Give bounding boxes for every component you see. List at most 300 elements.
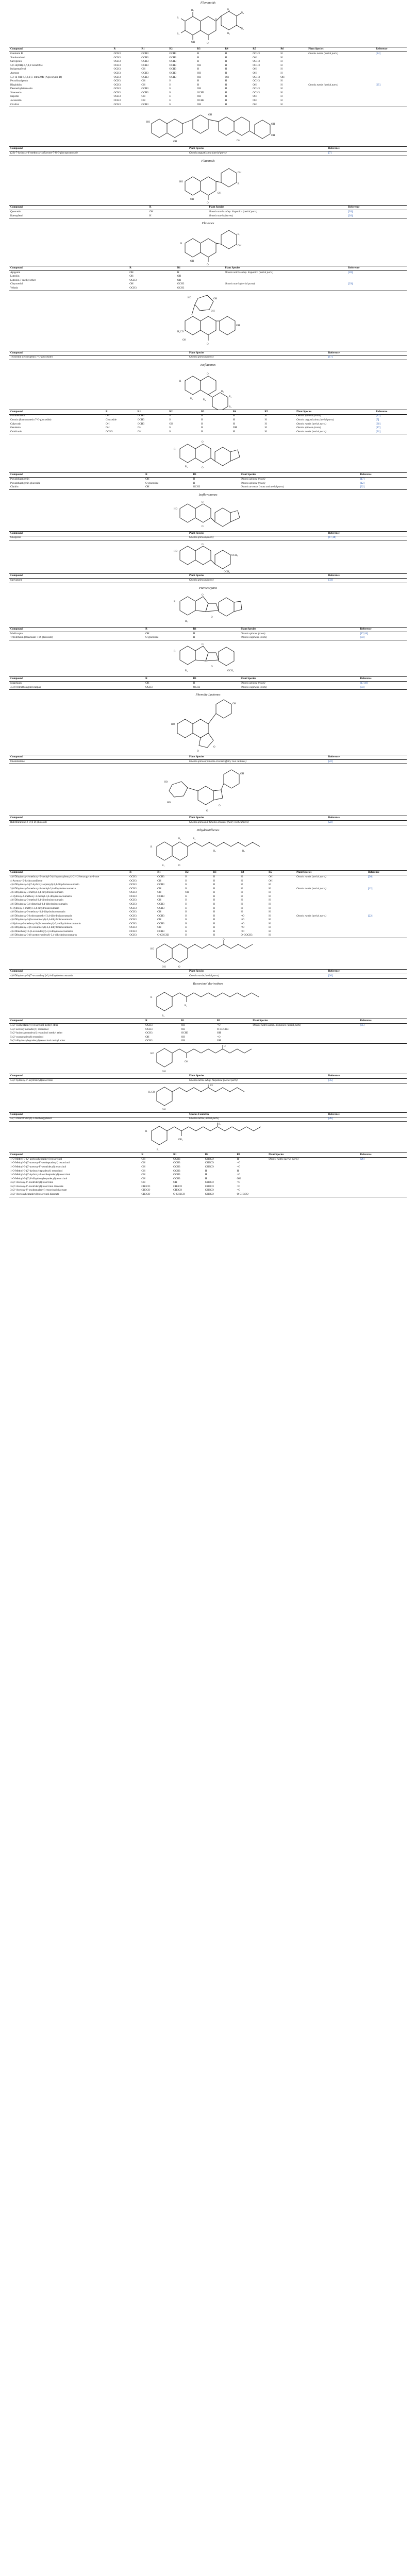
column-header: Plant Species [252,1019,359,1024]
reference-cell [367,934,407,938]
reference-cell [359,1039,407,1043]
substituent-cell: OH [149,210,154,214]
substituent-cell: OH [253,56,257,59]
svg-text:R₁: R₁ [176,33,179,36]
substituent-cell: H [213,922,215,925]
substituent-cell: OCH3 [157,894,164,898]
plant-species-cell [295,930,367,934]
compound-cell: Hispidulin [10,83,22,87]
compound-cell: 4,6-Dihydroxy-3-methoxy-3,4-dihydroisocoumarin [10,910,65,914]
svg-text:O: O [201,544,204,547]
substituent-cell: OCH3 [129,929,137,933]
reference-cell[interactable]: [34] [359,686,407,690]
substituent-cell: H [185,894,187,898]
substituent-cell: OH [269,879,273,883]
plant-species-cell [307,103,375,107]
substituent-cell: O-COCH3 [217,1027,229,1031]
column-header: R [148,206,208,210]
column-header: Compound [9,410,105,414]
reference-cell[interactable]: [22] [368,914,373,918]
plant-species-cell: Ononis natrix (aerial parts) [269,1157,298,1161]
plant-species-cell [224,286,347,291]
substituent-cell: OCH3 [129,883,137,887]
compound-cell: Pseudobaptigenin glucoside [10,481,41,485]
compound-cell: Tectoridin (tectorigenin 7-O-glucoside) [9,355,188,360]
svg-text:R₄: R₄ [213,850,216,853]
substituent-cell: OH [106,426,110,430]
substituent-cell: OCH3 [129,887,137,890]
reference-cell[interactable]: [26] [327,1117,407,1122]
table-row [9,682,407,686]
substituent-cell: O-CH3CO [172,1193,204,1197]
svg-text:O: O [201,467,204,470]
substituent-cell: OH [269,875,273,879]
column-header: R [112,47,140,52]
plant-species-cell: Ononis spinosa (roots) [188,536,327,540]
svg-text:O: O [223,1045,226,1048]
substituent-cell: OCH3 [169,56,176,59]
substituent-cell: H [241,875,243,879]
substituent-cell: H [232,430,264,434]
table-row [9,486,407,490]
compound-cell: Xanthomicrol [10,56,25,59]
section-title: Flavanoids [200,1,216,5]
substituent-cell: H [241,883,243,887]
section-title: Isoflavones [200,363,216,367]
reference-cell [347,279,407,283]
column-header: Compound [9,473,144,478]
substituent-cell: O-glucoside [145,481,159,485]
reference-cell[interactable]: [22] [327,821,407,825]
substituent-cell: H [201,414,203,418]
reference-cell [367,891,407,895]
section-flavanoids [9,0,407,107]
substituent-cell: OH [181,1024,186,1027]
substituent-cell: H [225,91,227,94]
reference-cell[interactable]: [24] [376,52,380,56]
substituent-cell: O-CH3CO [236,1193,268,1197]
compound-cell: 3-(2'-Acetoxy-8'-oxotridecyl) resorcinol [10,1181,54,1184]
substituent-cell: H [197,83,199,87]
substituent-cell: OCH3 [141,60,148,63]
section-isoflavones [9,362,407,434]
plant-species-cell: Ononis natrix (aerial parts) [225,282,255,286]
reference-cell[interactable]: [30] [376,422,380,426]
table-row [9,1117,407,1122]
substituent-cell: =O [217,1024,221,1027]
svg-text:OH: OH [271,123,275,126]
reference-cell[interactable]: [22] [327,759,407,764]
compound-cell: Sativanone [9,579,188,583]
substituent-cell: OH [129,275,134,278]
chlorotridecyl-table [9,1112,407,1122]
svg-text:R₁: R₁ [228,405,231,409]
reference-cell[interactable]: [26] [347,214,407,218]
substituent-cell: CH3CO [205,1184,214,1188]
substituent-cell: H [269,926,271,929]
plant-species-cell [307,91,375,95]
column-header: Compound [9,871,128,875]
plant-species-cell: Ononis natrix (aerial parts) [296,422,326,426]
reference-cell [359,1162,407,1166]
plant-species-cell [268,1177,359,1181]
reference-cell [367,926,407,930]
reference-cell [375,103,407,107]
svg-text:OH: OH [271,134,275,138]
onogenin-table [9,531,407,541]
substituent-cell: OCH3 [253,79,260,83]
section-isoflavanones [9,492,407,583]
substituent-cell: H [185,914,187,918]
svg-text:OH: OH [213,297,217,300]
substituent-cell: H [197,67,199,71]
substituent-cell: H [169,98,172,102]
substituent-cell: H [169,418,172,421]
svg-text:OH: OH [237,244,241,247]
column-header: R1 [180,1019,216,1024]
oxoundecyl-table [9,969,407,979]
compound-cell: 4,6-Dihydroxy-3,4-dimethyl-3,4-dihydroisocoumarin [10,902,68,906]
compound-cell: 4-Acetoxy-5'-hydroxystilbene [10,879,43,883]
compound-cell: 1-O-Methyl-3-(2'-hydroxy-8'-oxoheptadecyl) resorcinol [10,1173,71,1177]
column-header: R2 [184,871,212,875]
table-header-row [9,1019,407,1024]
substituent-cell: OCH3 [140,103,168,107]
reference-cell [359,1028,407,1032]
table-row [9,1028,407,1032]
plant-species-cell [268,1173,359,1177]
reference-cell [375,76,407,80]
svg-text:O: O [206,343,209,346]
column-header: Compound [9,1153,140,1158]
svg-text:O: O [201,441,204,444]
reference-cell [359,1031,407,1036]
substituent-cell: CH3CO [204,1193,236,1197]
substituent-cell: H [213,929,215,933]
column-header: R [144,628,192,632]
table-row [9,99,407,103]
substituent-cell: H [269,891,271,894]
substituent-cell: =O [241,918,244,922]
plant-species-cell [268,1162,359,1166]
reference-cell[interactable]: [7] [327,151,407,156]
substituent-cell: H [205,1169,207,1173]
column-header: Plant Species [307,47,375,52]
reference-cell[interactable]: [17] [376,414,380,418]
svg-text:R₃: R₃ [218,1123,221,1126]
column-header: R4 [232,410,264,414]
substituent-cell: OH [253,95,257,98]
column-header: Reference [327,755,407,759]
table-row [9,270,407,275]
substituent-cell: CH3CO [173,1184,182,1188]
substituent-cell: OH [180,1039,216,1043]
flavonol-table [9,205,407,218]
substituent-cell: O-glucoside [144,636,192,640]
compound-cell: Ononilactone [9,759,188,764]
substituent-cell: OCH3 [173,1165,180,1168]
substituent-cell: OCH3 [145,1024,153,1027]
compound-cell: Cladrin [9,486,144,490]
reference-cell[interactable]: [12] [360,481,365,485]
substituent-cell: =O [237,1189,241,1192]
substituent-cell: OCH3 [137,422,145,426]
substituent-cell: OH [141,1161,145,1165]
substituent-cell: H [225,95,227,98]
reference-cell [359,1189,407,1193]
table-row [9,52,407,56]
column-header: Reference [327,816,407,821]
reference-cell[interactable]: [17,18] [360,681,368,685]
reference-cell[interactable]: [26] [368,875,373,879]
compound-cell: Onidrianin [9,430,105,434]
substituent-cell: OH [157,891,161,894]
table-header-row [9,677,407,682]
plant-species-cell: Ononis natrix (aerial parts) [188,1117,327,1122]
reference-cell[interactable]: [17,18] [327,536,407,540]
compound-cell: Maackiain [10,681,22,685]
column-header: Reference [375,47,407,52]
substituent-cell: OH [232,426,237,430]
substituent-cell: OCH3 [253,52,260,56]
reference-cell[interactable]: [31] [375,430,407,434]
table-row [9,95,407,99]
substituent-cell: H [280,87,283,91]
compound-cell: Ononin (formononetin 7-O-glucoside) [10,418,52,421]
flavonol-structure [172,164,244,205]
plant-species-cell [295,926,367,930]
substituent-cell: H [185,883,187,887]
plant-species-cell: Ononis angustissima (aerial parts) [296,418,334,421]
substituent-cell: H [225,72,227,75]
substituent-cell: H [280,52,283,56]
reference-cell[interactable]: [17,18] [360,632,368,635]
substituent-cell: OH [237,1177,241,1180]
svg-text:O: O [206,263,209,266]
table-header-row [9,755,407,759]
table-row [9,355,407,360]
column-header: R [105,410,137,414]
substituent-cell: H [241,879,243,883]
reference-cell[interactable]: [26] [348,210,353,214]
substituent-cell: OCH3 [113,91,121,94]
reference-cell[interactable]: [28] [348,270,353,274]
substituent-cell: OH [253,98,257,102]
svg-text:R: R [173,601,175,604]
compound-cell: 5-(2'-oxononadecyl) resorcinol [10,1035,44,1039]
reference-cell[interactable]: [26] [327,974,407,979]
ononilactone-structure [167,698,249,755]
compound-cell: 4,6-Dihydroxy-3-hydroxymethyl-3,4-dihydroisocoumarin [10,914,73,918]
substituent-cell: OH [253,83,257,87]
table-header-row [9,628,407,632]
reference-cell [367,883,407,887]
isoflavone-structure [172,368,244,410]
substituent-cell: OCH3 [173,1157,180,1161]
reference-cell [375,95,407,99]
compound-cell: 1-O-Methyl-3-(2'-acetoxy-8'-oxotridecyl) resorcinol [10,1165,66,1168]
substituent-cell: OH [157,926,161,929]
column-header: Compound [9,970,188,974]
compound-cell: 1-O-Methyl-3-(2'-acetoxy-8'-oxoheptadecyl) resorcinol [10,1161,70,1165]
table-row [9,821,407,825]
substituent-cell: OH [106,422,110,426]
substituent-cell: H [225,98,227,102]
compound-cell: 4,6-Dihydroxy-3-methyl-3,4-dihydroisocoumarin [10,899,63,902]
svg-text:O: O [178,865,180,868]
table-row [9,934,407,938]
substituent-cell: OCH3 [141,56,148,59]
column-header: R3 [200,410,232,414]
column-header: Compound [9,206,148,210]
substituent-cell: OCH3 [173,1169,180,1173]
compound-cell: Kaempferol [9,214,148,218]
plant-species-cell [224,275,347,279]
reference-cell[interactable]: [25] [376,83,380,87]
substituent-cell: OCH3 [141,52,148,56]
substituent-cell: OCH3 [113,98,121,102]
svg-text:O: O [206,202,209,205]
reference-cell[interactable]: [17] [360,478,365,481]
compound-cell: Calycosin [10,422,21,426]
compound-cell: Pseudobaptigenin [10,478,29,481]
column-header: R2 [168,410,200,414]
substituent-cell: OCH3 [145,1031,153,1035]
compound-cell: Jaceosidin [10,98,22,102]
plant-species-cell: Ononis spinosa (roots) [188,579,327,583]
substituent-cell: =O [237,1184,241,1188]
column-header: R [128,266,176,270]
svg-text:HO: HO [173,507,177,511]
reference-cell[interactable]: [17] [376,426,380,430]
compound-cell: Quercetin [10,210,21,214]
compound-cell: (2S)-7-hydroxy-4'-methoxy-isoflavone-7-O-β-glucopyranoside [9,151,188,156]
substituent-cell: OCH3 [113,95,121,98]
table-row [9,210,407,214]
reference-cell[interactable]: [33] [327,579,407,583]
substituent-cell: H [225,52,227,56]
table-row [9,1189,407,1193]
reference-cell[interactable]: [17] [327,355,407,360]
table-header-row [9,410,407,414]
svg-text:R₃: R₃ [227,9,230,12]
section-title: Flavonols [201,159,215,163]
reference-cell[interactable]: [35] [360,1024,365,1027]
compound-cell: 4,6-Dimethoxy-3-(6-oxoundecyl)-3,4-dihydroisocoumarin [10,929,73,933]
substituent-cell: H [205,1177,207,1180]
dimer-structure [131,109,286,146]
reference-cell[interactable]: [34] [359,636,407,640]
reference-cell [375,60,407,64]
section-title: Phenolic Lactones [195,693,221,697]
table-row [9,1039,407,1043]
reference-cell[interactable]: [26] [360,1157,365,1161]
plant-species-cell [252,1039,359,1043]
substituent-cell: OCH3 [253,75,260,79]
reference-cell[interactable]: [35] [327,1079,407,1083]
substituent-cell: O-COCH3 [156,934,184,938]
isoflavone-table [9,410,407,435]
table-header-row [9,47,407,52]
substituent-cell: H [169,426,172,430]
svg-text:O: O [210,666,213,669]
reference-cell [367,907,407,911]
reference-cell[interactable]: [7] [376,418,379,421]
svg-text:OH: OH [236,140,240,143]
svg-text:R₂: R₂ [191,9,194,12]
reference-cell [359,1165,407,1170]
substituent-cell: OCH3 [141,72,148,75]
column-header: Compound [9,1074,188,1079]
column-header: Plant Species [224,266,347,270]
column-header: Plant Species [240,628,359,632]
substituent-cell: H [237,1157,239,1161]
substituent-cell: H [169,91,172,94]
svg-text:R₂: R₂ [228,395,231,398]
column-header: Plant Species [208,206,347,210]
substituent-cell: OH [177,275,181,278]
svg-text:R: R [150,846,152,849]
column-header: Plant Species [295,410,375,414]
substituent-cell: H [213,887,215,890]
substituent-cell: OCH3 [113,60,121,63]
substituent-cell: H [213,875,215,879]
resorcinol-structure-2 [141,1044,275,1074]
plant-species-cell [295,899,367,903]
section-title: Isoflavanones [198,493,218,497]
reference-cell[interactable]: [29] [348,282,353,286]
substituent-cell: OCH3 [113,79,121,83]
substituent-cell: OCH3 [197,98,204,102]
substituent-cell: OCH3 [129,879,137,883]
compound-cell: Apigenin [10,270,21,274]
substituent-cell: OH [137,430,169,434]
reference-cell [375,68,407,72]
plant-species-cell [307,99,375,103]
svg-text:OH: OH [210,310,214,313]
substituent-cell: H [264,422,267,426]
column-header: Reference [359,1019,407,1024]
svg-text:O: O [206,810,208,813]
plant-species-cell [307,56,375,60]
substituent-cell: OCH3 [169,63,176,67]
substituent-cell: OH [157,918,161,922]
substituent-cell: OH [129,270,134,274]
column-header: Plant Species [188,574,327,579]
column-header: Compound [9,677,144,682]
substituent-cell: OH [253,72,257,75]
table-row [9,214,407,218]
substituent-cell: H [185,926,187,929]
reference-cell [359,1170,407,1174]
svg-text:OH: OH [217,192,221,195]
reference-cell[interactable]: [32] [359,486,407,490]
substituent-cell: OCH3 [113,52,121,56]
substituent-cell: OCH3 [169,67,176,71]
substituent-cell: OCH3 [137,414,145,418]
substituent-cell: OCH3 [176,286,224,291]
svg-text:OH: OH [184,1061,188,1064]
substituent-cell: OCH3 [157,922,164,925]
reference-cell[interactable]: [12] [368,887,373,890]
compound-cell: 5,6'-di(OH)-6,7,8,3'-tetraOMe [10,63,43,67]
substituent-cell: OCH3 [192,686,240,690]
substituent-cell: OH [196,103,224,107]
substituent-cell: H [213,894,215,898]
svg-text:OH: OH [190,198,194,201]
column-header: R3 [236,1153,268,1158]
substituent-cell: OCH3 [129,902,137,906]
